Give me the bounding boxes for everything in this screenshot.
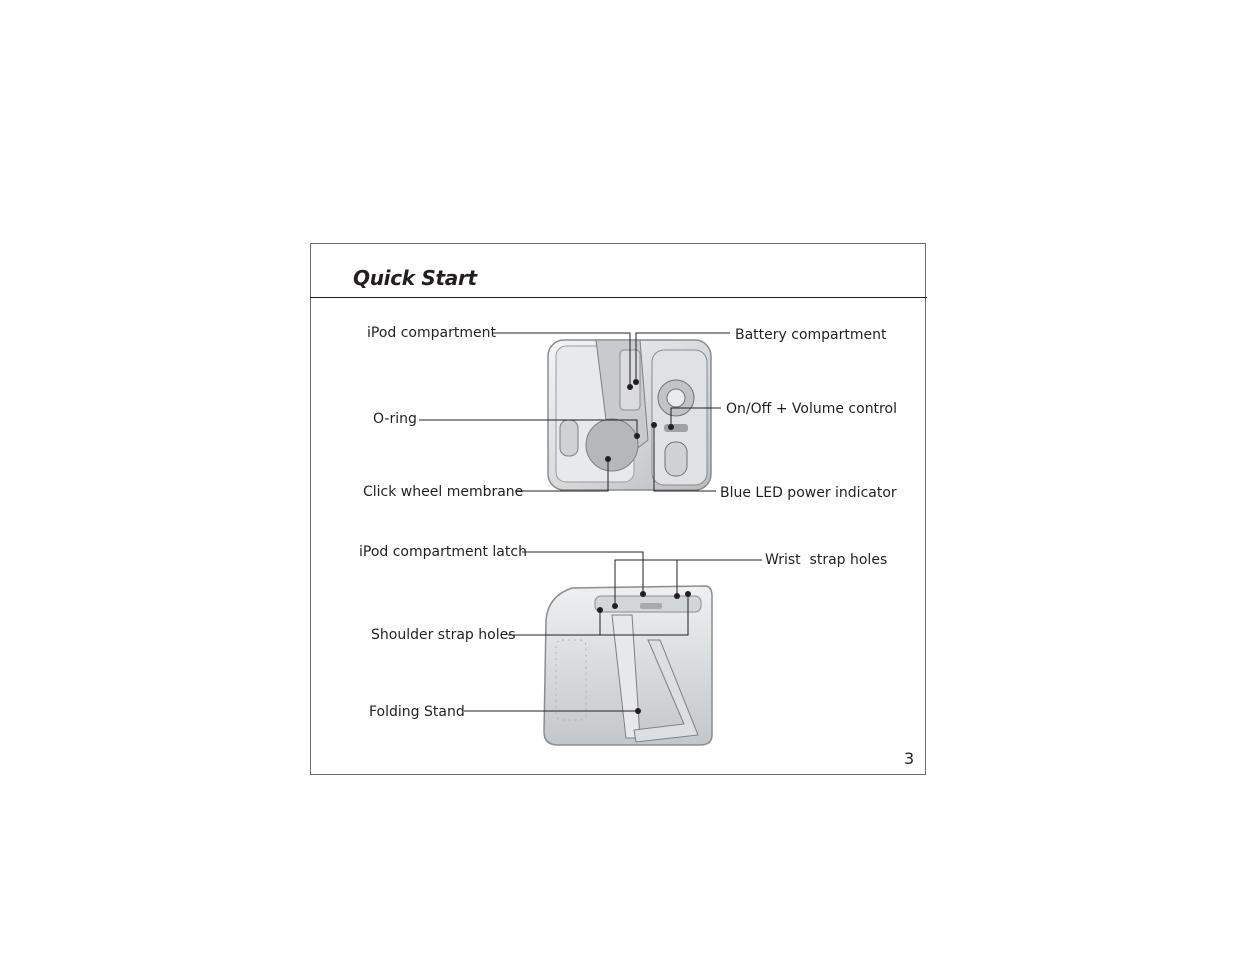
label-wrist-strap-holes: Wrist strap holes	[765, 552, 888, 568]
label-folding-stand: Folding Stand	[369, 704, 465, 720]
label-on-off-volume-control: On/Off + Volume control	[726, 401, 897, 417]
label-click-wheel-membrane: Click wheel membrane	[363, 484, 524, 500]
label-ipod-compartment-latch: iPod compartment latch	[359, 544, 527, 560]
device-back-illustration	[544, 586, 712, 745]
label-o-ring: O-ring	[373, 411, 417, 427]
page-title: Quick Start	[353, 266, 477, 290]
label-ipod-compartment: iPod compartment	[367, 325, 496, 341]
label-blue-led-indicator: Blue LED power indicator	[720, 485, 897, 501]
label-shoulder-strap-holes: Shoulder strap holes	[371, 627, 516, 643]
label-battery-compartment: Battery compartment	[735, 327, 887, 343]
page-number: 3	[904, 749, 915, 768]
